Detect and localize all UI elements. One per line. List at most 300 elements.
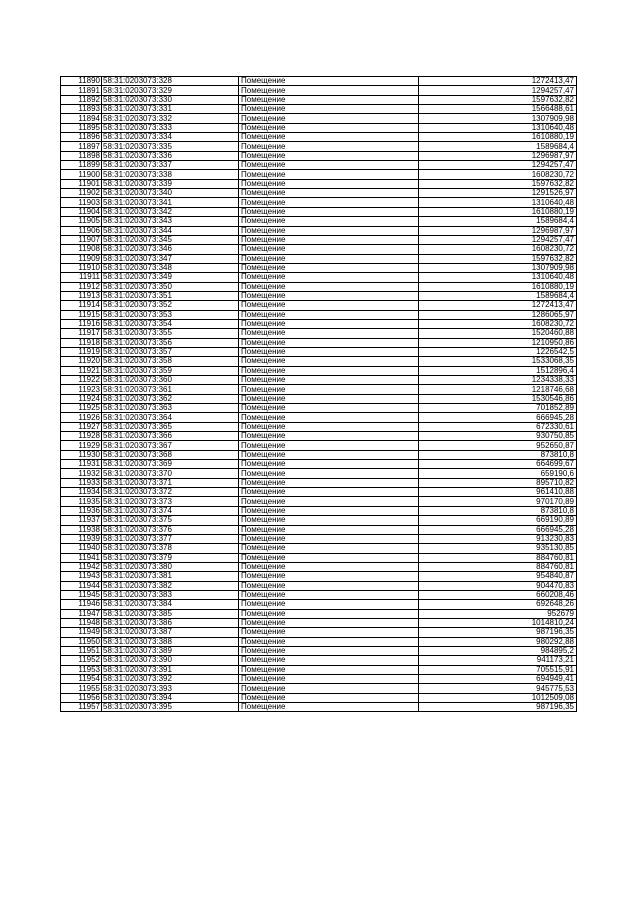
- object-type-cell: Помещение: [239, 703, 419, 712]
- object-type-cell: Помещение: [239, 693, 419, 702]
- cadastral-value-cell: 1608230,72: [419, 245, 577, 254]
- cadastral-number-cell: 58:31:0203073:384: [102, 600, 239, 609]
- object-type-cell: Помещение: [239, 170, 419, 179]
- cadastral-number-cell: 58:31:0203073:388: [102, 637, 239, 646]
- row-number-cell: 11947: [61, 609, 102, 618]
- object-type-cell: Помещение: [239, 618, 419, 627]
- row-number-cell: 11951: [61, 646, 102, 655]
- cadastral-number-cell: 58:31:0203073:370: [102, 469, 239, 478]
- object-type-cell: Помещение: [239, 469, 419, 478]
- cadastral-value-cell: 660208,46: [419, 590, 577, 599]
- table-row: [61, 525, 577, 534]
- row-number-cell: 11896: [61, 133, 102, 142]
- object-type-cell: Помещение: [239, 347, 419, 356]
- cadastral-value-cell: 952679: [419, 609, 577, 618]
- table-row: [61, 245, 577, 254]
- table-row: [61, 413, 577, 422]
- table-row: [61, 273, 577, 282]
- object-type-cell: Помещение: [239, 637, 419, 646]
- row-number-cell: 11916: [61, 319, 102, 328]
- cadastral-value-cell: 705515,91: [419, 665, 577, 674]
- table-row: [61, 460, 577, 469]
- table-row: [61, 497, 577, 506]
- property-table-body: [61, 77, 577, 712]
- cadastral-number-cell: 58:31:0203073:336: [102, 151, 239, 160]
- cadastral-number-cell: 58:31:0203073:357: [102, 347, 239, 356]
- cadastral-value-cell: 913230,83: [419, 534, 577, 543]
- object-type-cell: Помещение: [239, 301, 419, 310]
- row-number-cell: 11893: [61, 105, 102, 114]
- object-type-cell: Помещение: [239, 506, 419, 515]
- object-type-cell: Помещение: [239, 366, 419, 375]
- cadastral-number-cell: 58:31:0203073:382: [102, 581, 239, 590]
- cadastral-value-cell: 1589684,4: [419, 217, 577, 226]
- table-row: [61, 646, 577, 655]
- table-row: [61, 217, 577, 226]
- object-type-cell: Помещение: [239, 161, 419, 170]
- cadastral-value-cell: 664699,67: [419, 460, 577, 469]
- cadastral-number-cell: 58:31:0203073:366: [102, 432, 239, 441]
- cadastral-number-cell: 58:31:0203073:394: [102, 693, 239, 702]
- table-row: [61, 123, 577, 132]
- object-type-cell: Помещение: [239, 310, 419, 319]
- table-row: [61, 161, 577, 170]
- cadastral-number-cell: 58:31:0203073:334: [102, 133, 239, 142]
- row-number-cell: 11925: [61, 404, 102, 413]
- object-type-cell: Помещение: [239, 217, 419, 226]
- row-number-cell: 11910: [61, 263, 102, 272]
- table-row: [61, 628, 577, 637]
- cadastral-value-cell: 1014810,24: [419, 618, 577, 627]
- object-type-cell: Помещение: [239, 254, 419, 263]
- cadastral-number-cell: 58:31:0203073:365: [102, 422, 239, 431]
- object-type-cell: Помещение: [239, 385, 419, 394]
- object-type-cell: Помещение: [239, 553, 419, 562]
- cadastral-number-cell: 58:31:0203073:332: [102, 114, 239, 123]
- object-type-cell: Помещение: [239, 628, 419, 637]
- table-row: [61, 291, 577, 300]
- table-row: [61, 235, 577, 244]
- cadastral-value-cell: 1610880,19: [419, 282, 577, 291]
- cadastral-number-cell: 58:31:0203073:368: [102, 450, 239, 459]
- object-type-cell: Помещение: [239, 656, 419, 665]
- cadastral-number-cell: 58:31:0203073:367: [102, 441, 239, 450]
- cadastral-number-cell: 58:31:0203073:352: [102, 301, 239, 310]
- cadastral-value-cell: 1226542,5: [419, 347, 577, 356]
- row-number-cell: 11926: [61, 413, 102, 422]
- table-row: [61, 77, 577, 86]
- cadastral-number-cell: 58:31:0203073:335: [102, 142, 239, 151]
- cadastral-number-cell: 58:31:0203073:389: [102, 646, 239, 655]
- row-number-cell: 11929: [61, 441, 102, 450]
- cadastral-value-cell: 1310640,48: [419, 123, 577, 132]
- object-type-cell: Помещение: [239, 376, 419, 385]
- table-row: [61, 179, 577, 188]
- row-number-cell: 11911: [61, 273, 102, 282]
- row-number-cell: 11900: [61, 170, 102, 179]
- cadastral-value-cell: 952650,87: [419, 441, 577, 450]
- object-type-cell: Помещение: [239, 226, 419, 235]
- table-row: [61, 385, 577, 394]
- row-number-cell: 11913: [61, 291, 102, 300]
- object-type-cell: Помещение: [239, 497, 419, 506]
- cadastral-value-cell: 1234338,33: [419, 376, 577, 385]
- object-type-cell: Помещение: [239, 534, 419, 543]
- row-number-cell: 11921: [61, 366, 102, 375]
- cadastral-number-cell: 58:31:0203073:376: [102, 525, 239, 534]
- cadastral-value-cell: 987196,35: [419, 703, 577, 712]
- row-number-cell: 11897: [61, 142, 102, 151]
- cadastral-value-cell: 1530546,86: [419, 394, 577, 403]
- row-number-cell: 11948: [61, 618, 102, 627]
- table-row: [61, 95, 577, 104]
- table-row: [61, 86, 577, 95]
- object-type-cell: Помещение: [239, 488, 419, 497]
- row-number-cell: 11930: [61, 450, 102, 459]
- row-number-cell: 11908: [61, 245, 102, 254]
- cadastral-value-cell: 1012509,08: [419, 693, 577, 702]
- cadastral-number-cell: 58:31:0203073:391: [102, 665, 239, 674]
- object-type-cell: Помещение: [239, 675, 419, 684]
- table-row: [61, 282, 577, 291]
- table-row: [61, 703, 577, 712]
- cadastral-value-cell: 941173,21: [419, 656, 577, 665]
- object-type-cell: Помещение: [239, 572, 419, 581]
- row-number-cell: 11906: [61, 226, 102, 235]
- cadastral-value-cell: 1307909,98: [419, 263, 577, 272]
- row-number-cell: 11894: [61, 114, 102, 123]
- object-type-cell: Помещение: [239, 609, 419, 618]
- property-table: [60, 76, 577, 712]
- row-number-cell: 11933: [61, 478, 102, 487]
- cadastral-value-cell: 1294257,47: [419, 86, 577, 95]
- cadastral-number-cell: 58:31:0203073:359: [102, 366, 239, 375]
- object-type-cell: Помещение: [239, 404, 419, 413]
- table-row: [61, 105, 577, 114]
- row-number-cell: 11953: [61, 665, 102, 674]
- row-number-cell: 11905: [61, 217, 102, 226]
- row-number-cell: 11899: [61, 161, 102, 170]
- row-number-cell: 11938: [61, 525, 102, 534]
- cadastral-number-cell: 58:31:0203073:358: [102, 357, 239, 366]
- cadastral-number-cell: 58:31:0203073:339: [102, 179, 239, 188]
- table-row: [61, 693, 577, 702]
- cadastral-number-cell: 58:31:0203073:380: [102, 562, 239, 571]
- row-number-cell: 11956: [61, 693, 102, 702]
- cadastral-value-cell: 1610880,19: [419, 207, 577, 216]
- table-row: [61, 207, 577, 216]
- object-type-cell: Помещение: [239, 684, 419, 693]
- object-type-cell: Помещение: [239, 189, 419, 198]
- cadastral-number-cell: 58:31:0203073:371: [102, 478, 239, 487]
- row-number-cell: 11937: [61, 516, 102, 525]
- object-type-cell: Помещение: [239, 179, 419, 188]
- table-row: [61, 189, 577, 198]
- cadastral-number-cell: 58:31:0203073:369: [102, 460, 239, 469]
- cadastral-value-cell: 1566488,61: [419, 105, 577, 114]
- object-type-cell: Помещение: [239, 525, 419, 534]
- object-type-cell: Помещение: [239, 394, 419, 403]
- cadastral-number-cell: 58:31:0203073:377: [102, 534, 239, 543]
- cadastral-number-cell: 58:31:0203073:362: [102, 394, 239, 403]
- cadastral-number-cell: 58:31:0203073:393: [102, 684, 239, 693]
- cadastral-value-cell: 1307909,98: [419, 114, 577, 123]
- object-type-cell: Помещение: [239, 432, 419, 441]
- row-number-cell: 11891: [61, 86, 102, 95]
- cadastral-number-cell: 58:31:0203073:341: [102, 198, 239, 207]
- cadastral-value-cell: 895710,82: [419, 478, 577, 487]
- cadastral-value-cell: 1597632,82: [419, 95, 577, 104]
- cadastral-number-cell: 58:31:0203073:345: [102, 235, 239, 244]
- cadastral-value-cell: 666945,28: [419, 413, 577, 422]
- row-number-cell: 11955: [61, 684, 102, 693]
- cadastral-number-cell: 58:31:0203073:354: [102, 319, 239, 328]
- object-type-cell: Помещение: [239, 450, 419, 459]
- cadastral-value-cell: 961410,88: [419, 488, 577, 497]
- row-number-cell: 11957: [61, 703, 102, 712]
- table-row: [61, 665, 577, 674]
- row-number-cell: 11920: [61, 357, 102, 366]
- object-type-cell: Помещение: [239, 95, 419, 104]
- row-number-cell: 11904: [61, 207, 102, 216]
- table-row: [61, 142, 577, 151]
- table-row: [61, 133, 577, 142]
- cadastral-number-cell: 58:31:0203073:342: [102, 207, 239, 216]
- cadastral-value-cell: 1520460,88: [419, 329, 577, 338]
- cadastral-number-cell: 58:31:0203073:343: [102, 217, 239, 226]
- row-number-cell: 11914: [61, 301, 102, 310]
- cadastral-value-cell: 701852,89: [419, 404, 577, 413]
- cadastral-value-cell: 1291526,97: [419, 189, 577, 198]
- object-type-cell: Помещение: [239, 329, 419, 338]
- row-number-cell: 11909: [61, 254, 102, 263]
- table-row: [61, 506, 577, 515]
- object-type-cell: Помещение: [239, 282, 419, 291]
- table-row: [61, 675, 577, 684]
- cadastral-number-cell: 58:31:0203073:330: [102, 95, 239, 104]
- cadastral-value-cell: 984895,2: [419, 646, 577, 655]
- cadastral-value-cell: 884760,81: [419, 562, 577, 571]
- row-number-cell: 11907: [61, 235, 102, 244]
- cadastral-number-cell: 58:31:0203073:381: [102, 572, 239, 581]
- table-row: [61, 301, 577, 310]
- table-row: [61, 226, 577, 235]
- row-number-cell: 11945: [61, 590, 102, 599]
- object-type-cell: Помещение: [239, 600, 419, 609]
- row-number-cell: 11927: [61, 422, 102, 431]
- cadastral-value-cell: 1597632,82: [419, 254, 577, 263]
- table-row: [61, 347, 577, 356]
- cadastral-number-cell: 58:31:0203073:333: [102, 123, 239, 132]
- cadastral-number-cell: 58:31:0203073:372: [102, 488, 239, 497]
- table-row: [61, 656, 577, 665]
- object-type-cell: Помещение: [239, 86, 419, 95]
- row-number-cell: 11928: [61, 432, 102, 441]
- table-row: [61, 450, 577, 459]
- cadastral-number-cell: 58:31:0203073:337: [102, 161, 239, 170]
- row-number-cell: 11901: [61, 179, 102, 188]
- row-number-cell: 11890: [61, 77, 102, 86]
- table-row: [61, 590, 577, 599]
- table-row: [61, 572, 577, 581]
- cadastral-number-cell: 58:31:0203073:386: [102, 618, 239, 627]
- row-number-cell: 11942: [61, 562, 102, 571]
- object-type-cell: Помещение: [239, 105, 419, 114]
- cadastral-value-cell: 1218746,68: [419, 385, 577, 394]
- cadastral-value-cell: 945775,53: [419, 684, 577, 693]
- table-row: [61, 357, 577, 366]
- cadastral-value-cell: 659190,6: [419, 469, 577, 478]
- cadastral-value-cell: 1296987,97: [419, 226, 577, 235]
- object-type-cell: Помещение: [239, 263, 419, 272]
- cadastral-number-cell: 58:31:0203073:373: [102, 497, 239, 506]
- object-type-cell: Помещение: [239, 245, 419, 254]
- object-type-cell: Помещение: [239, 562, 419, 571]
- row-number-cell: 11915: [61, 310, 102, 319]
- cadastral-number-cell: 58:31:0203073:387: [102, 628, 239, 637]
- cadastral-value-cell: 987196,35: [419, 628, 577, 637]
- cadastral-value-cell: 1533068,35: [419, 357, 577, 366]
- cadastral-number-cell: 58:31:0203073:331: [102, 105, 239, 114]
- object-type-cell: Помещение: [239, 77, 419, 86]
- row-number-cell: 11924: [61, 394, 102, 403]
- object-type-cell: Помещение: [239, 338, 419, 347]
- row-number-cell: 11941: [61, 553, 102, 562]
- object-type-cell: Помещение: [239, 151, 419, 160]
- row-number-cell: 11902: [61, 189, 102, 198]
- row-number-cell: 11917: [61, 329, 102, 338]
- table-row: [61, 478, 577, 487]
- table-row: [61, 198, 577, 207]
- cadastral-value-cell: 1272413,47: [419, 77, 577, 86]
- cadastral-value-cell: 669190,89: [419, 516, 577, 525]
- row-number-cell: 11936: [61, 506, 102, 515]
- cadastral-number-cell: 58:31:0203073:363: [102, 404, 239, 413]
- row-number-cell: 11943: [61, 572, 102, 581]
- table-row: [61, 319, 577, 328]
- cadastral-value-cell: 672330,61: [419, 422, 577, 431]
- cadastral-value-cell: 1589684,4: [419, 291, 577, 300]
- cadastral-number-cell: 58:31:0203073:361: [102, 385, 239, 394]
- table-row: [61, 581, 577, 590]
- cadastral-number-cell: 58:31:0203073:348: [102, 263, 239, 272]
- cadastral-number-cell: 58:31:0203073:349: [102, 273, 239, 282]
- cadastral-number-cell: 58:31:0203073:385: [102, 609, 239, 618]
- cadastral-value-cell: 873810,8: [419, 450, 577, 459]
- cadastral-number-cell: 58:31:0203073:350: [102, 282, 239, 291]
- table-row: [61, 609, 577, 618]
- table-row: [61, 544, 577, 553]
- table-row: [61, 488, 577, 497]
- cadastral-number-cell: 58:31:0203073:344: [102, 226, 239, 235]
- cadastral-value-cell: 692648,26: [419, 600, 577, 609]
- cadastral-number-cell: 58:31:0203073:364: [102, 413, 239, 422]
- object-type-cell: Помещение: [239, 142, 419, 151]
- table-row: [61, 114, 577, 123]
- cadastral-value-cell: 954840,87: [419, 572, 577, 581]
- cadastral-value-cell: 904470,83: [419, 581, 577, 590]
- table-row: [61, 534, 577, 543]
- cadastral-value-cell: 1608230,72: [419, 170, 577, 179]
- cadastral-number-cell: 58:31:0203073:346: [102, 245, 239, 254]
- object-type-cell: Помещение: [239, 207, 419, 216]
- table-row: [61, 254, 577, 263]
- row-number-cell: 11952: [61, 656, 102, 665]
- cadastral-number-cell: 58:31:0203073:383: [102, 590, 239, 599]
- table-row: [61, 553, 577, 562]
- cadastral-value-cell: 1296987,97: [419, 151, 577, 160]
- row-number-cell: 11939: [61, 534, 102, 543]
- row-number-cell: 11912: [61, 282, 102, 291]
- cadastral-number-cell: 58:31:0203073:375: [102, 516, 239, 525]
- table-row: [61, 151, 577, 160]
- object-type-cell: Помещение: [239, 133, 419, 142]
- cadastral-number-cell: 58:31:0203073:356: [102, 338, 239, 347]
- table-row: [61, 562, 577, 571]
- cadastral-value-cell: 930750,85: [419, 432, 577, 441]
- cadastral-value-cell: 1512896,4: [419, 366, 577, 375]
- cadastral-number-cell: 58:31:0203073:379: [102, 553, 239, 562]
- cadastral-number-cell: 58:31:0203073:378: [102, 544, 239, 553]
- object-type-cell: Помещение: [239, 544, 419, 553]
- cadastral-value-cell: 884760,81: [419, 553, 577, 562]
- cadastral-number-cell: 58:31:0203073:329: [102, 86, 239, 95]
- object-type-cell: Помещение: [239, 357, 419, 366]
- object-type-cell: Помещение: [239, 198, 419, 207]
- table-row: [61, 170, 577, 179]
- row-number-cell: 11898: [61, 151, 102, 160]
- cadastral-number-cell: 58:31:0203073:392: [102, 675, 239, 684]
- table-row: [61, 338, 577, 347]
- row-number-cell: 11932: [61, 469, 102, 478]
- table-row: [61, 263, 577, 272]
- cadastral-value-cell: 1210950,86: [419, 338, 577, 347]
- cadastral-number-cell: 58:31:0203073:338: [102, 170, 239, 179]
- table-row: [61, 432, 577, 441]
- table-row: [61, 600, 577, 609]
- row-number-cell: 11940: [61, 544, 102, 553]
- cadastral-number-cell: 58:31:0203073:347: [102, 254, 239, 263]
- cadastral-value-cell: 935130,85: [419, 544, 577, 553]
- cadastral-value-cell: 980292,88: [419, 637, 577, 646]
- table-row: [61, 329, 577, 338]
- row-number-cell: 11934: [61, 488, 102, 497]
- cadastral-value-cell: 1608230,72: [419, 319, 577, 328]
- table-row: [61, 637, 577, 646]
- table-row: [61, 618, 577, 627]
- row-number-cell: 11918: [61, 338, 102, 347]
- table-row: [61, 422, 577, 431]
- cadastral-value-cell: 1294257,47: [419, 161, 577, 170]
- cadastral-number-cell: 58:31:0203073:353: [102, 310, 239, 319]
- cadastral-number-cell: 58:31:0203073:390: [102, 656, 239, 665]
- cadastral-value-cell: 873810,8: [419, 506, 577, 515]
- object-type-cell: Помещение: [239, 413, 419, 422]
- cadastral-value-cell: 970170,89: [419, 497, 577, 506]
- row-number-cell: 11931: [61, 460, 102, 469]
- row-number-cell: 11954: [61, 675, 102, 684]
- table-row: [61, 404, 577, 413]
- object-type-cell: Помещение: [239, 114, 419, 123]
- row-number-cell: 11944: [61, 581, 102, 590]
- table-row: [61, 684, 577, 693]
- table-row: [61, 516, 577, 525]
- row-number-cell: 11919: [61, 347, 102, 356]
- cadastral-value-cell: 694949,41: [419, 675, 577, 684]
- cadastral-value-cell: 1310640,48: [419, 273, 577, 282]
- row-number-cell: 11949: [61, 628, 102, 637]
- row-number-cell: 11935: [61, 497, 102, 506]
